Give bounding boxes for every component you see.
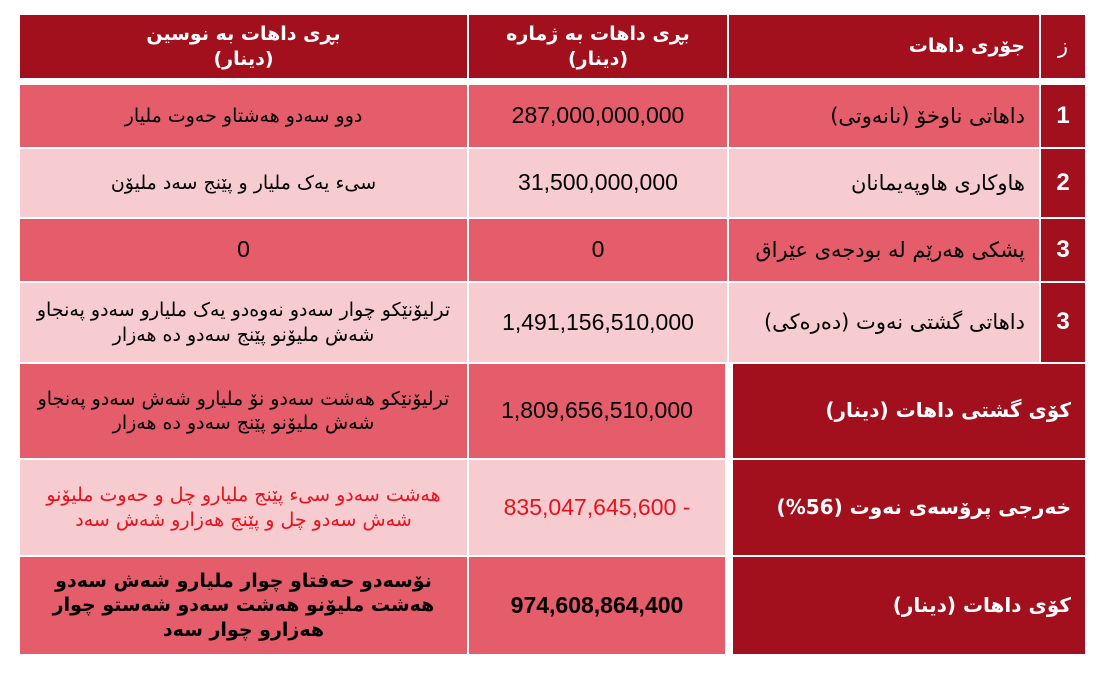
row-2-numeric: 31,500,000,000 xyxy=(469,149,727,217)
header-amount-numeric-label: بڕی داهات بە ژمارە xyxy=(506,23,690,46)
row-4-words: ترلیۆنێکو چوار سەدو نەوەدو یەک ملیارو سەدو پەنجاو شەش ملیۆنو پێنج سەدو دە هەزار xyxy=(20,283,467,362)
header-type-label: جۆری داهات xyxy=(908,35,1025,58)
row-3-type: پشکی هەرێم لە بودجەی عێراق xyxy=(729,219,1039,281)
oil-expense-label: خەرجی پرۆسەی نەوت (56%) xyxy=(733,460,1085,555)
row-2-type: هاوکاری هاوپەیمانان xyxy=(729,149,1039,217)
row-3-index: 3 xyxy=(1041,219,1085,281)
header-amount-numeric-unit: (دینار) xyxy=(567,47,629,70)
total-revenue-words: ترلیۆنێکو هەشت سەدو نۆ ملیارو شەش سەدو پەنجاو شەش ملیۆنو پێنج سەدو دە هەزار xyxy=(20,364,467,458)
row-2-words: سیء یەک ملیار و پێنج سەد ملیۆن xyxy=(20,149,467,217)
total-revenue-numeric: 1,809,656,510,000 xyxy=(469,364,725,458)
row-2-index: 2 xyxy=(1041,149,1085,217)
row-1-index: 1 xyxy=(1041,85,1085,147)
header-type xyxy=(729,15,1039,78)
header-amount-numeric xyxy=(469,15,727,78)
row-4-index: 3 xyxy=(1041,283,1085,362)
row-1-type: داهاتی ناوخۆ (نانەوتی) xyxy=(729,85,1039,147)
total-revenue-label: کۆی گشتی داهات (دینار) xyxy=(733,364,1085,458)
header-index xyxy=(1041,15,1085,78)
row-3-numeric: 0 xyxy=(469,219,727,281)
net-revenue-words: نۆسەدو حەفتاو چوار ملیارو شەش سەدو هەشت ملیۆنو هەشت سەدو شەستو چوار هەزارو چوار سەد xyxy=(20,557,467,654)
row-1-words: دوو سەدو هەشتاو حەوت ملیار xyxy=(20,85,467,147)
header-amount-words-unit: (دینار) xyxy=(213,47,274,70)
row-4-type: داهاتی گشتی نەوت (دەرەکی) xyxy=(729,283,1039,362)
oil-expense-words: هەشت سەدو سیء پێنج ملیارو چل و حەوت ملیۆنو شەش سەدو چل و پێنج هەزارو شەش سەد xyxy=(20,460,467,555)
row-3-words: 0 xyxy=(20,219,467,281)
row-1-numeric: 287,000,000,000 xyxy=(469,85,727,147)
header-amount-words-label: بڕی داهات بە نوسین xyxy=(146,23,341,46)
oil-expense-numeric: 835,047,645,600 - xyxy=(469,460,725,555)
net-revenue-numeric: 974,608,864,400 xyxy=(469,557,725,654)
row-4-numeric: 1,491,156,510,000 xyxy=(469,283,727,362)
header-index-label: ز xyxy=(1057,34,1069,59)
net-revenue-label: کۆی داهات (دینار) xyxy=(733,557,1085,654)
header-amount-words xyxy=(20,15,467,78)
